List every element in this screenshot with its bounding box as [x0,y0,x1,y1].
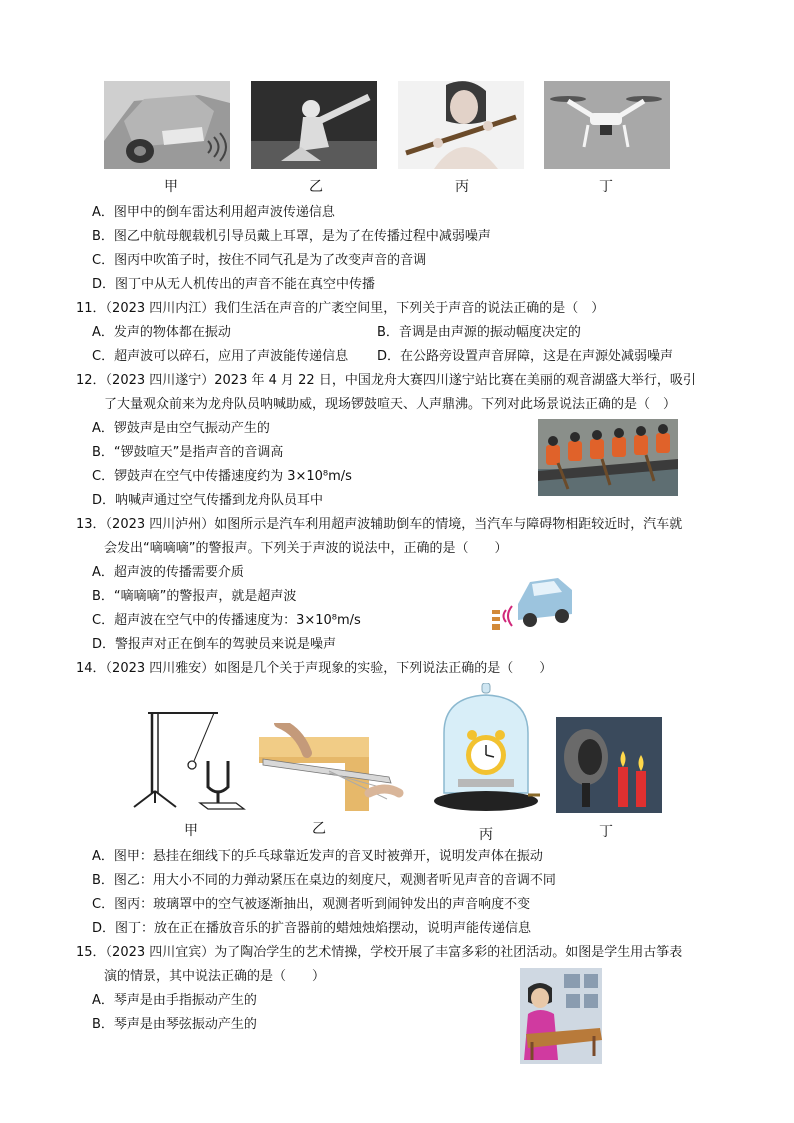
q12-option-d: D．呐喊声通过空气传播到龙舟队员耳中 [92,493,324,508]
q12-stem-line2: 了大量观众前来为龙舟队员呐喊助威，现场锣鼓喧天、人声鼎沸。下列对此场景说法正确的是（ ） [104,397,677,412]
q14-caption-ding: 丁 [599,824,613,840]
q14-option-b: B．图乙：用大小不同的力弹动紧压在桌边的刻度尺，观测者听见声音的音调不同 [92,873,556,888]
q10-option-a: A．图甲中的倒车雷达利用超声波传递信息 [92,205,335,220]
q12-option-b: B．“锣鼓喧天”是指声音的音调高 [92,445,284,460]
figure-car-ultrasonic-reversing [488,570,574,634]
q13-stem-line2: 会发出“嘀嘀嘀”的警报声。下列关于声波的说法中，正确的是（ ） [104,541,508,556]
q15-option-b: B．琴声是由琴弦振动产生的 [92,1017,257,1032]
figure-ruler-on-table [259,723,404,811]
caption-bing: 丙 [455,179,469,195]
q13-option-d: D．警报声对正在倒车的驾驶员来说是噪声 [92,637,337,652]
q14-option-a: A．图甲：悬挂在细线下的乒乓球靠近发声的音叉时被弹开，说明发声体在振动 [92,849,543,864]
figure-student-playing-guzheng [520,968,602,1064]
figure-drone [544,81,670,169]
q15-stem-line1: 15．（2023 四川宜宾）为了陶冶学生的艺术情操，学校开展了丰富多彩的社团活动。如图是学生用古筝表 [76,945,683,960]
caption-yi: 乙 [309,179,323,195]
q13-stem-line1: 13．（2023 四川泸州）如图所示是汽车利用超声波辅助倒车的情境，当汽车与障碍物相距较近时，汽车就 [76,517,683,532]
q15-option-a: A．琴声是由手指振动产生的 [92,993,257,1008]
q11-option-a: A．发声的物体都在振动 [92,325,231,340]
q12-option-a: A．锣鼓声是由空气振动产生的 [92,421,270,436]
figure-speaker-candle-flame [556,717,662,813]
q11-option-d: D．在公路旁设置声音屏障，这是在声源处减弱噪声 [377,349,674,364]
figure-tuning-fork-pingpong [130,703,250,813]
q14-caption-jia: 甲 [184,823,198,839]
q13-option-b: B．“嘀嘀嘀”的警报声，就是超声波 [92,589,297,604]
figure-carrier-guide-officer [251,81,377,169]
q14-option-d: D．图丁：放在正在播放音乐的扩音器前的蜡烛烛焰摆动，说明声能传递信息 [92,921,532,936]
q11-option-c: C．超声波可以碎石，应用了声波能传递信息 [92,349,349,364]
figure-bell-jar-alarm-clock [430,683,542,816]
q15-stem-line2: 演的情景，其中说法正确的是（ ） [104,969,326,984]
q11-option-b: B．音调是由声源的振动幅度决定的 [377,325,581,340]
q12-option-c: C．锣鼓声在空气中传播速度约为 3×10⁸m/s [92,469,352,484]
figure-dragon-boat-race [538,419,678,496]
figure-car-reversing-radar [104,81,230,169]
figure-woman-playing-flute [398,81,524,169]
q13-option-a: A．超声波的传播需要介质 [92,565,244,580]
q10-option-c: C．图丙中吹笛子时，按住不同气孔是为了改变声音的音调 [92,253,427,268]
q14-caption-yi: 乙 [312,821,326,837]
q14-option-c: C．图丙：玻璃罩中的空气被逐渐抽出，观测者听到闹钟发出的声音响度不变 [92,897,531,912]
q11-stem: 11．（2023 四川内江）我们生活在声音的广袤空间里，下列关于声音的说法正确的是（ ） [76,301,605,316]
q12-stem-line1: 12．（2023 四川遂宁）2023 年 4 月 22 日，中国龙舟大赛四川遂宁站比赛在美丽的观音湖盛大举行，吸引 [76,373,696,388]
q13-option-c: C．超声波在空气中的传播速度为：3×10⁸m/s [92,613,361,628]
q14-caption-bing: 丙 [479,827,493,843]
caption-ding: 丁 [599,179,613,195]
q14-stem: 14．（2023 四川雅安）如图是几个关于声现象的实验，下列说法正确的是（ ） [76,661,553,676]
q10-option-b: B．图乙中航母舰载机引导员戴上耳罩，是为了在传播过程中减弱噪声 [92,229,491,244]
caption-jia: 甲 [164,179,178,195]
q10-option-d: D．图丁中从无人机传出的声音不能在真空中传播 [92,277,376,292]
